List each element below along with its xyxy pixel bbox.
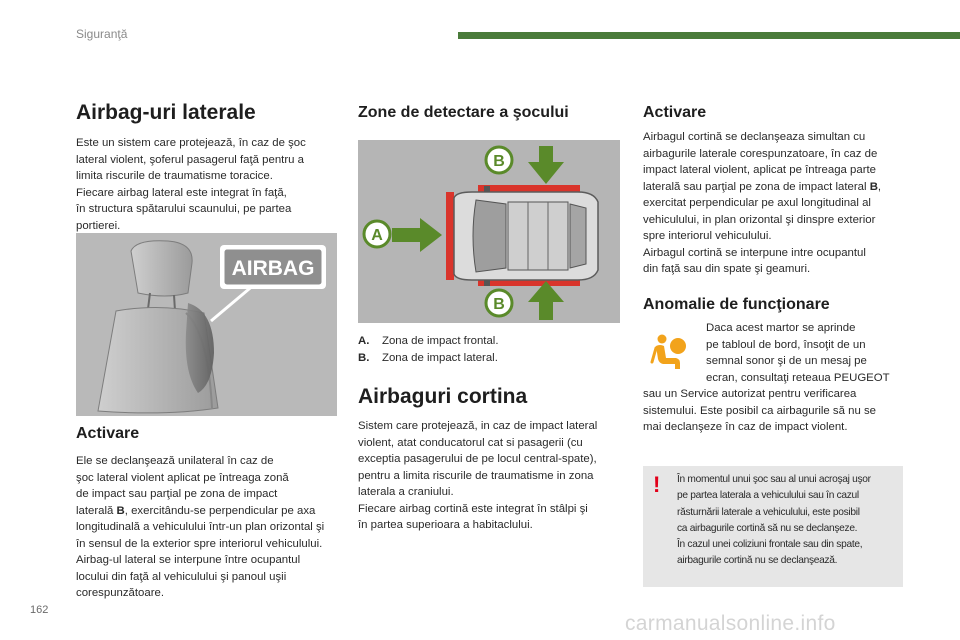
left-activation-heading: Activare	[76, 425, 140, 442]
label-b-top	[486, 147, 512, 173]
label-b-bottom	[486, 290, 512, 316]
left-activation-part1: Ele se declanşează unilateral în caz de şoc lateral violent aplicat pe întreaga zonă de impact sau parţial pe zona de impact laterală	[76, 455, 289, 517]
legend-key-a: A.	[358, 335, 370, 347]
watermark: carmanualsonline.info	[625, 612, 836, 635]
right-activation-part2: , exercitat perpendicular pe axul longitudinal al vehiculului, in plan orizontal şi dinspre exterior spre interiorul vehiculului. Airbagul cortină se interpune intre ocupantul din faţă sau din spate şi geamuri.	[643, 180, 882, 275]
zones-heading: Zone de detectare a şocului	[358, 104, 569, 121]
malfunction-rest-text: sau un Service autorizat pentru verificarea sistemului. Este posibil ca airbagurile să nu se mai declanşeze în caz de impact violent.	[643, 388, 876, 433]
airbag-warning-lamp-icon	[650, 332, 690, 372]
left-column	[76, 100, 338, 234]
left-activation-text	[76, 453, 338, 602]
side-airbags-intro: Este un sistem care protejează, în caz de şoc lateral violent, şoferul pasagerul faţă pentru a limita riscurile de traumatisme toracice. Fiecare airbag lateral este integrat în faţă, în structura spătarului scaunului, pe partea portierei.	[76, 137, 306, 232]
seat-airbag-illustration	[76, 233, 337, 416]
right-activation-section	[643, 103, 905, 278]
page-number: 162	[30, 604, 49, 616]
malfunction-heading-wrap	[643, 295, 905, 315]
malfunction-rest	[643, 386, 907, 436]
side-airbags-heading: Airbag-uri laterale	[76, 101, 256, 124]
svg-text:B: B	[493, 296, 505, 313]
exclamation-icon: !	[653, 472, 661, 497]
warning-note-box	[643, 466, 903, 587]
legend-item-b	[358, 350, 620, 367]
curtain-airbags-heading: Airbaguri cortina	[358, 385, 528, 408]
svg-text:B: B	[493, 153, 505, 170]
legend-text-a: Zona de impact frontal.	[382, 335, 499, 347]
malfunction-lead	[706, 320, 916, 386]
airbag-label-text: AIRBAG	[231, 257, 315, 280]
car-top-view-diagram	[358, 140, 620, 323]
impact-zones-diagram	[358, 140, 620, 323]
left-activation-part2: , exercitându-se perpendicular pe axa longitudinală a vehiculului într-un plan orizontal şi în sensul de la exterior spre interiorul vehiculului. Airbag-ul lateral se interpune între ocupantul locului din faţă al vehiculului şi panoul uşii corespunzătoare.	[76, 504, 325, 599]
middle-column-top	[358, 103, 620, 123]
malfunction-heading: Anomalie de funcţionare	[643, 296, 830, 313]
seat-airbag-photo	[76, 233, 337, 416]
curtain-airbags-section	[358, 384, 622, 534]
curtain-airbags-text: Sistem care protejează, in caz de impact lateral violent, atat conducatorul cat si pasagerii (cu exceptia pasagerului de pe locul central-spate), pentru a limita riscurile de traumatisme in zona laterala a craniului. Fiecare airbag cortină este integrat în stâlpi şi în partea superioara a habitaclului.	[358, 420, 598, 531]
right-activation-zone-b: B	[869, 180, 878, 193]
legend-item-a	[358, 333, 620, 350]
legend-key-b: B.	[358, 351, 370, 364]
right-activation-part1: Airbagul cortină se declanşeaza simultan cu airbagurile laterale corespunzatoare, în caz de impact lateral violent, aplicat pe întreaga parte laterală sau parţial pe zona de impact lateral	[643, 131, 878, 193]
section-title: Siguranţă	[76, 27, 128, 41]
left-activation-zone-b: B	[116, 504, 125, 517]
right-activation-heading: Activare	[643, 104, 707, 121]
zones-legend	[358, 333, 620, 366]
right-activation-text	[643, 129, 905, 278]
warning-note-text: În momentul unui şoc sau al unui acroşaj uşor pe partea laterala a vehiculului sau în cazul răsturnării laterale a vehiculului, este posibil ca airbagurile cortină să nu se declanşeze. În cazul unei coliziuni frontale sau din spate, airbagurile cortină nu se declanşează.	[677, 474, 871, 567]
malfunction-lead-text: Daca acest martor se aprinde pe tabloul de bord, însoţit de un semnal sonor şi de un mesaj pe ecran, consultaţi reteaua PEUGEOT	[706, 322, 890, 384]
label-a	[364, 221, 390, 247]
left-activation-section	[76, 424, 338, 602]
svg-text:A: A	[371, 227, 383, 244]
legend-text-b: Zona de impact lateral.	[382, 351, 498, 364]
header-accent-bar	[458, 32, 960, 39]
